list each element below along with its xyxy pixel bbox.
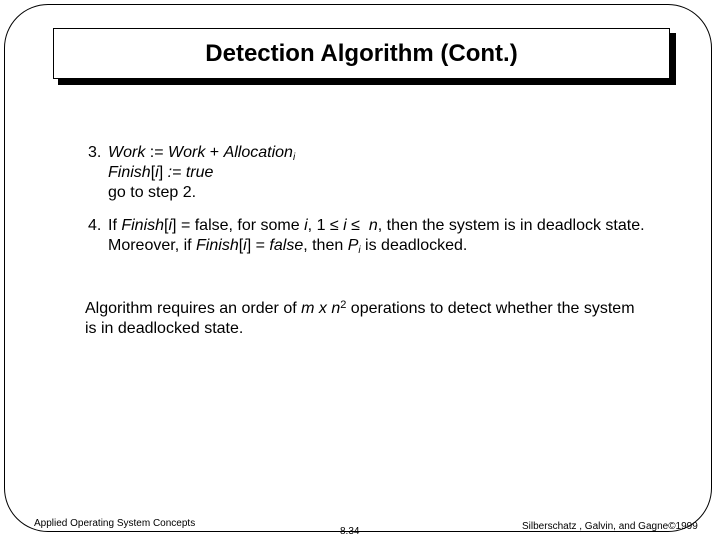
step-3-work-var-2: Work (168, 144, 206, 161)
step-4-number: 4. (88, 217, 102, 234)
step-4-finish-var: Finish (196, 237, 239, 254)
step-3-finish-var: Finish (108, 164, 151, 181)
step-4-i-var: i (304, 217, 308, 234)
step-3-assign: := (145, 144, 169, 161)
step-4-bracket: [ (164, 217, 169, 234)
step-4-i-var: i (343, 217, 347, 234)
title-box (53, 28, 670, 79)
step-3-plus: + (205, 144, 224, 161)
footer-authors: Silberschatz , Galvin, and Gagne©1999 (522, 521, 698, 532)
step-3-allocation-sub: i (292, 152, 296, 163)
footer-course-title: Applied Operating System Concepts (34, 518, 196, 529)
step-3-index: i (155, 164, 159, 181)
step-4-leq: ≤ (346, 217, 369, 234)
step-3-allocation-var: Allocation (223, 144, 293, 161)
step-4-index: i (243, 237, 247, 254)
step-4-false: false (269, 237, 304, 254)
step-4-finish-var: Finish (121, 217, 165, 234)
summary-text: Algorithm requires an order of (85, 300, 302, 317)
step-3-content (108, 143, 648, 203)
summary-m-var: m (301, 300, 315, 317)
step-3-bracket-close: ] (158, 164, 168, 181)
step-4-p-sub: i (358, 245, 361, 256)
summary-text: operations to detect whether the system is in deadlocked state. (85, 300, 639, 337)
step-4 (88, 216, 648, 256)
summary-exponent: 2 (340, 299, 347, 311)
step-4-text: is deadlocked. (360, 237, 468, 254)
summary-times: x (314, 300, 332, 317)
step-3-line-1 (108, 143, 648, 163)
step-3-number: 3. (88, 144, 102, 161)
step-4-text: , 1 ≤ (307, 217, 344, 234)
summary-n-var: n (331, 300, 341, 317)
step-4-index: i (168, 217, 173, 234)
step-3-work-var: Work (108, 144, 146, 161)
step-3 (88, 143, 648, 203)
footer-page-number: 8.34 (340, 526, 360, 537)
step-4-content (108, 216, 648, 256)
step-4-n-var: n (368, 217, 378, 234)
summary-paragraph (85, 299, 645, 339)
step-4-bracket: [ (238, 237, 244, 254)
step-4-text: If (108, 217, 122, 234)
step-4-text: ] = false, for some (172, 217, 305, 234)
step-3-line-2 (108, 163, 648, 183)
step-4-text: ] = (246, 237, 270, 254)
step-4-p-var: P (347, 237, 359, 254)
step-3-true: := true (167, 164, 214, 181)
step-4-text: , then the system is in deadlock state. Moreover, if (108, 217, 649, 254)
step-4-text: , then (303, 237, 348, 254)
slide-title: Detection Algorithm (Cont.) (205, 39, 518, 67)
step-3-line-3: go to step 2. (108, 184, 197, 201)
step-3-bracket-open: [ (150, 164, 156, 181)
